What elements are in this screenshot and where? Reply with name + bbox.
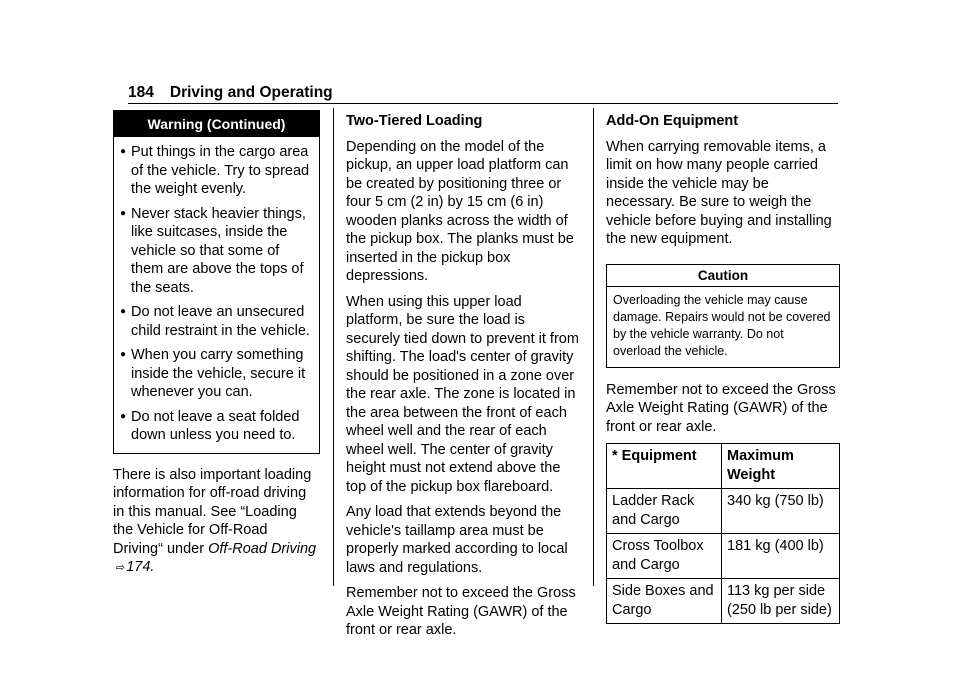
column-divider bbox=[593, 108, 594, 586]
bullet-icon: ● bbox=[120, 306, 127, 317]
bullet-icon: ● bbox=[120, 146, 127, 157]
table-cell: Cross Toolbox and Cargo bbox=[607, 534, 722, 579]
paragraph: When carrying removable items, a limit on how many people carried inside the vehicle may be necessary. Be sure to weigh the vehicle before buying and installing the new equipment. bbox=[606, 138, 832, 247]
add-on-equipment-heading: Add-On Equipment bbox=[606, 113, 739, 129]
warning-item-text: Put things in the cargo area of the vehicle. Try to spread the weight evenly. bbox=[131, 144, 310, 197]
table-header: * Equipment bbox=[607, 444, 722, 489]
warning-item bbox=[120, 408, 311, 445]
two-tiered-loading-heading: Two-Tiered Loading bbox=[346, 113, 483, 129]
equipment-weight-table bbox=[606, 443, 840, 624]
warning-title: Warning (Continued) bbox=[114, 111, 319, 137]
bullet-icon: ● bbox=[120, 349, 127, 360]
column-1 bbox=[113, 110, 320, 585]
warning-item bbox=[120, 303, 311, 340]
table-row bbox=[607, 579, 840, 624]
page-number: 184 bbox=[128, 84, 154, 101]
warning-box bbox=[113, 110, 320, 454]
header-rule bbox=[128, 103, 838, 104]
page-reference-arrow-icon: ⇨ bbox=[115, 562, 125, 574]
warning-item bbox=[120, 143, 311, 199]
offroad-loading-text: There is also important loading information for off-road driving in this manual. See “Loading the Vehicle for Off-Road Driving“ under bbox=[113, 466, 312, 557]
table-header: Maximum Weight bbox=[722, 444, 840, 489]
warning-item-text: Never stack heavier things, like suitcases, inside the vehicle so that some of them are above the tops of the seats. bbox=[131, 205, 306, 296]
paragraph: Remember not to exceed the Gross Axle Weight Rating (GAWR) of the front or rear axle. bbox=[346, 585, 576, 638]
bullet-icon: ● bbox=[120, 410, 127, 422]
table-cell: Ladder Rack and Cargo bbox=[607, 489, 722, 534]
column-3 bbox=[606, 112, 840, 624]
offroad-loading-paragraph bbox=[113, 466, 320, 578]
caution-text: Overloading the vehicle may cause damage. Repairs would not be covered by the vehicle warranty. Do not overload the vehicle. bbox=[613, 292, 831, 358]
paragraph: When using this upper load platform, be sure the load is securely tied down to prevent it from shifting. The load's center of gravity should be positioned in a zone over the rear axle. The zone is located in the area between the front of each wheel well and the rear of each wheel well. The center of gravity height must not extend above the top of the pickup box flareboard. bbox=[346, 293, 579, 495]
table-cell: 181 kg (400 lb) bbox=[722, 534, 840, 579]
paragraph: Any load that extends beyond the vehicle's taillamp area must be properly marked according to local laws and regulations. bbox=[346, 504, 568, 576]
page-header bbox=[128, 84, 838, 104]
caution-box bbox=[606, 264, 840, 368]
section-title: Driving and Operating bbox=[169, 84, 333, 101]
table-header-row bbox=[607, 444, 840, 489]
warning-item-text: Do not leave an unsecured child restraint in the vehicle. bbox=[131, 304, 310, 339]
table-cell: Side Boxes and Cargo bbox=[607, 579, 722, 624]
column-divider bbox=[333, 108, 334, 586]
warning-item bbox=[120, 205, 311, 298]
table-cell: 113 kg per side (250 lb per side) bbox=[722, 579, 840, 624]
table-cell: 340 kg (750 lb) bbox=[722, 489, 840, 534]
bullet-icon: ● bbox=[120, 207, 127, 219]
column-2 bbox=[346, 112, 581, 647]
xref-title: Off-Road Driving bbox=[208, 540, 317, 557]
table-row bbox=[607, 489, 840, 534]
xref-end: . bbox=[150, 559, 155, 575]
warning-item-text: When you carry something inside the vehicle, secure it whenever you can. bbox=[131, 347, 306, 400]
xref-page: 174 bbox=[126, 559, 151, 575]
paragraph: Depending on the model of the pickup, an upper load platform can be created by positioning three or four 5 cm (2 in) by 15 cm (6 in) wooden planks across the width of the pickup box. The planks must be inserted in the pickup box depressions. bbox=[346, 138, 574, 284]
warning-list bbox=[114, 137, 319, 453]
table-row bbox=[607, 534, 840, 579]
paragraph: Remember not to exceed the Gross Axle Weight Rating (GAWR) of the front or rear axle. bbox=[606, 381, 836, 435]
warning-item-text: Do not leave a seat folded down unless you need to. bbox=[131, 408, 300, 443]
caution-title: Caution bbox=[607, 265, 839, 287]
warning-item bbox=[120, 346, 311, 402]
